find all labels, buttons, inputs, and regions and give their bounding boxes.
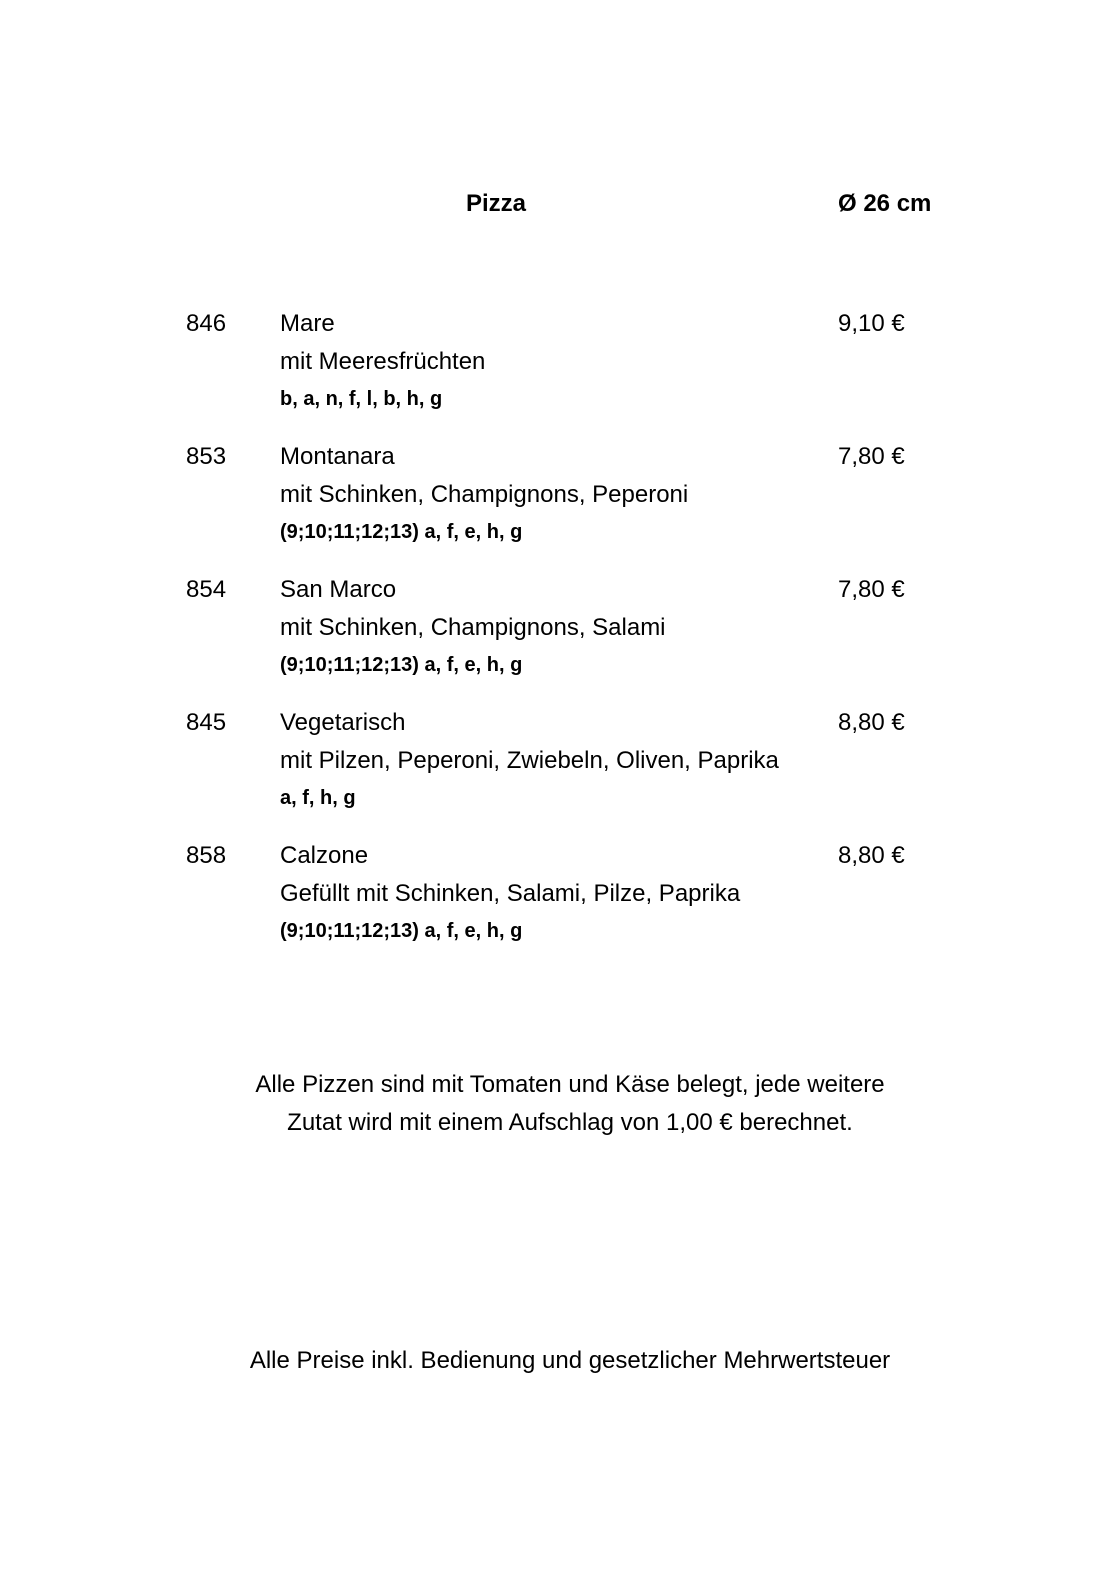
item-name: San Marco <box>280 576 397 603</box>
item-name: Vegetarisch <box>280 709 406 736</box>
section-title: Pizza <box>465 190 527 217</box>
item-allergens: a, f, h, g <box>280 787 356 809</box>
menu-list <box>186 305 946 970</box>
topping-note-line-2: Zutat wird mit einem Aufschlag von 1,00 € berechnet. <box>287 1109 853 1136</box>
item-description: mit Schinken, Champignons, Peperoni <box>280 481 689 508</box>
item-body <box>280 571 820 683</box>
item-body <box>280 305 820 417</box>
item-price: 8,80 € <box>838 842 905 869</box>
item-number: 858 <box>186 842 227 869</box>
menu-item <box>186 305 946 417</box>
item-price: 9,10 € <box>838 310 905 337</box>
item-name: Mare <box>280 310 335 337</box>
item-allergens: (9;10;11;12;13) a, f, e, h, g <box>280 521 523 543</box>
item-body <box>280 438 820 550</box>
menu-item <box>186 837 946 949</box>
item-number: 853 <box>186 443 227 470</box>
item-allergens: (9;10;11;12;13) a, f, e, h, g <box>280 920 523 942</box>
item-name: Montanara <box>280 443 395 470</box>
item-price: 8,80 € <box>838 709 905 736</box>
item-allergens: b, a, n, f, l, b, h, g <box>280 388 443 410</box>
topping-note <box>200 1066 940 1142</box>
item-name: Calzone <box>280 842 369 869</box>
menu-item <box>186 704 946 816</box>
item-description: mit Meeresfrüchten <box>280 348 486 375</box>
menu-item <box>186 571 946 683</box>
price-footer: Alle Preise inkl. Bedienung und gesetzlicher Mehrwertsteuer <box>249 1347 891 1374</box>
item-price: 7,80 € <box>838 443 905 470</box>
topping-note-line-1: Alle Pizzen sind mit Tomaten und Käse belegt, jede weitere <box>255 1071 885 1098</box>
item-body <box>280 704 820 816</box>
item-number: 845 <box>186 709 227 736</box>
item-number: 854 <box>186 576 227 603</box>
item-price: 7,80 € <box>838 576 905 603</box>
item-body <box>280 837 820 949</box>
item-description: mit Schinken, Champignons, Salami <box>280 614 666 641</box>
item-allergens: (9;10;11;12;13) a, f, e, h, g <box>280 654 523 676</box>
item-number: 846 <box>186 310 227 337</box>
item-description: Gefüllt mit Schinken, Salami, Pilze, Paprika <box>280 880 741 907</box>
pizza-size-label: Ø 26 cm <box>838 190 932 217</box>
menu-item <box>186 438 946 550</box>
item-description: mit Pilzen, Peperoni, Zwiebeln, Oliven, Paprika <box>280 747 779 774</box>
